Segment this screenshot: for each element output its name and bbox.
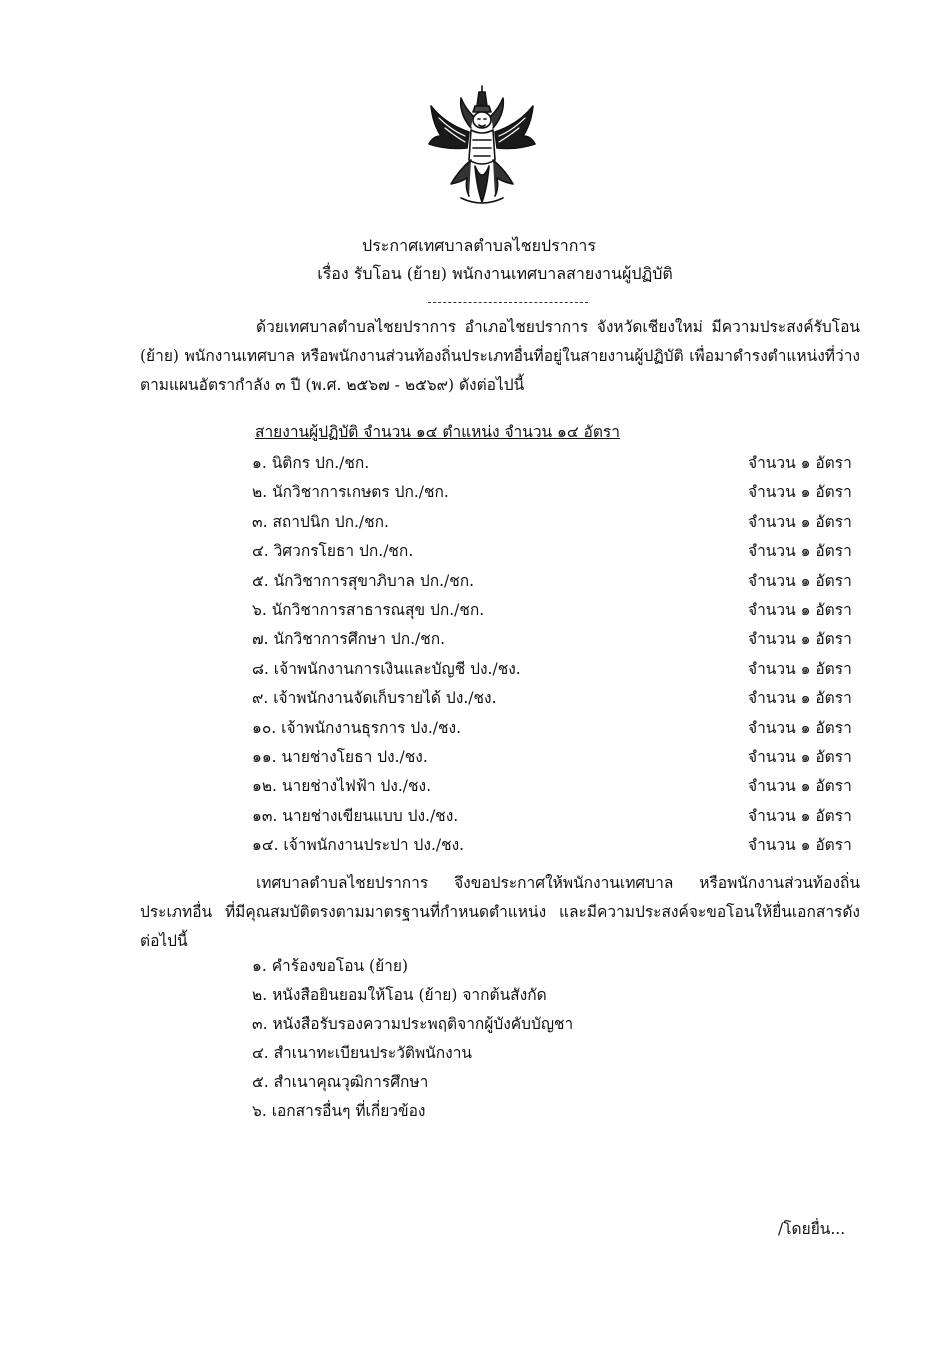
position-name: ๑๓. นายช่างเขียนแบบ ปง./ชง. xyxy=(252,806,459,825)
position-name: ๑๒. นายช่างไฟฟ้า ปง./ชง. xyxy=(252,777,432,796)
position-count: จำนวน ๑ อัตรา xyxy=(748,600,852,619)
intro-paragraph xyxy=(140,313,860,400)
intro-text: ด้วยเทศบาลตำบลไชยปราการ อำเภอไชยปราการ จังหวัดเชียงใหม่ มีความประสงค์รับโอน (ย้าย) พนักงานเทศบาล หรือพนักงานส่วนท้องถิ่นประเภทอื่นที่อยู่ในสายงานผู้ปฏิบัติ เพื่อมาดำรงตำแหน่งที่ว่างตามแผนอัตรากำลัง ๓ ปี (พ.ศ. ๒๕๖๗ - ๒๕๖๙) ดังต่อไปนี้ xyxy=(140,318,860,394)
list-item: ๔. สำเนาทะเบียนประวัติพนักงาน xyxy=(252,1044,473,1062)
announcement-text: เทศบาลตำบลไชยปราการ จึงขอประกาศให้พนักงานเทศบาล หรือพนักงานส่วนท้องถิ่นประเภทอื่น ที่มีคุณสมบัติตรงตามมาตรฐานที่กำหนดตำแหน่ง และมีความประสงค์จะขอโอนให้ยื่นเอกสารดังต่อไปนี้ xyxy=(140,874,860,950)
list-item xyxy=(240,831,860,860)
position-name: ๑. นิติกร ปก./ชก. xyxy=(252,454,370,472)
list-item: ๑. คำร้องขอโอน (ย้าย) xyxy=(252,957,408,975)
position-count: จำนวน ๑ อัตรา xyxy=(748,659,852,678)
position-name: ๑๔. เจ้าพนักงานประปา ปง./ชง. xyxy=(252,836,465,855)
position-count: จำนวน ๑ อัตรา xyxy=(748,630,852,649)
position-name: ๘. เจ้าพนักงานการเงินและบัญชี ปง./ชง. xyxy=(252,659,521,678)
announcement-subject: เรื่อง รับโอน (ย้าย) พนักงานเทศบาลสายงานผู้ปฏิบัติ xyxy=(317,264,673,283)
position-name: ๕. นักวิชาการสุขาภิบาล ปก./ชก. xyxy=(252,571,475,590)
position-name: ๙. เจ้าพนักงานจัดเก็บรายได้ ปง./ชง. xyxy=(252,689,497,708)
list-item: ๒. หนังสือยินยอมให้โอน (ย้าย) จากต้นสังกัด xyxy=(252,986,547,1004)
list-item xyxy=(240,449,860,478)
list-item xyxy=(240,508,860,537)
list-item: ๓. หนังสือรับรองความประพฤติจากผู้บังคับบัญชา xyxy=(252,1015,574,1033)
list-item xyxy=(240,625,860,654)
list-item: ๕. สำเนาคุณวุฒิการศึกษา xyxy=(252,1073,429,1091)
positions-list xyxy=(240,449,860,860)
positions-heading: สายงานผู้ปฏิบัติ จำนวน ๑๔ ตำแหน่ง จำนวน ๑๔ อัตรา xyxy=(255,423,620,441)
position-count: จำนวน ๑ อัตรา xyxy=(748,777,852,796)
list-item xyxy=(240,596,860,625)
position-count: จำนวน ๑ อัตรา xyxy=(748,718,852,737)
position-count: จำนวน ๑ อัตรา xyxy=(748,512,852,531)
list-item xyxy=(240,802,860,831)
garuda-emblem-icon xyxy=(425,84,540,209)
title-divider xyxy=(428,302,588,303)
position-name: ๒. นักวิชาการเกษตร ปก./ชก. xyxy=(252,483,449,502)
list-item: ๖. เอกสารอื่นๆ ที่เกี่ยวข้อง xyxy=(252,1102,426,1120)
position-name: ๔. วิศวกรโยธา ปก./ชก. xyxy=(252,542,414,561)
list-item xyxy=(240,684,860,713)
list-item xyxy=(240,537,860,566)
list-item xyxy=(240,714,860,743)
position-count: จำนวน ๑ อัตรา xyxy=(748,542,852,561)
list-item xyxy=(240,655,860,684)
list-item xyxy=(240,743,860,772)
position-name: ๑๑. นายช่างโยธา ปง./ชง. xyxy=(252,747,428,766)
position-count: จำนวน ๑ อัตรา xyxy=(748,454,852,472)
announcement-paragraph xyxy=(140,869,860,956)
position-name: ๗. นักวิชาการศึกษา ปก./ชก. xyxy=(252,630,446,649)
position-count: จำนวน ๑ อัตรา xyxy=(748,806,852,825)
page-title: ประกาศเทศบาลตำบลไชยปราการ xyxy=(362,236,596,255)
documents-list xyxy=(252,952,573,1126)
list-item xyxy=(240,567,860,596)
position-name: ๖. นักวิชาการสาธารณสุข ปก./ชก. xyxy=(252,600,485,619)
position-count: จำนวน ๑ อัตรา xyxy=(748,747,852,766)
position-count: จำนวน ๑ อัตรา xyxy=(748,571,852,590)
list-item xyxy=(240,478,860,507)
position-name: ๓. สถาปนิก ปก./ชก. xyxy=(252,512,389,531)
continuation-note: /โดยยื่น... xyxy=(778,1220,846,1238)
position-name: ๑๐. เจ้าพนักงานธุรการ ปง./ชง. xyxy=(252,718,462,737)
position-count: จำนวน ๑ อัตรา xyxy=(748,689,852,708)
position-count: จำนวน ๑ อัตรา xyxy=(748,483,852,502)
position-count: จำนวน ๑ อัตรา xyxy=(748,836,852,855)
list-item xyxy=(240,772,860,801)
